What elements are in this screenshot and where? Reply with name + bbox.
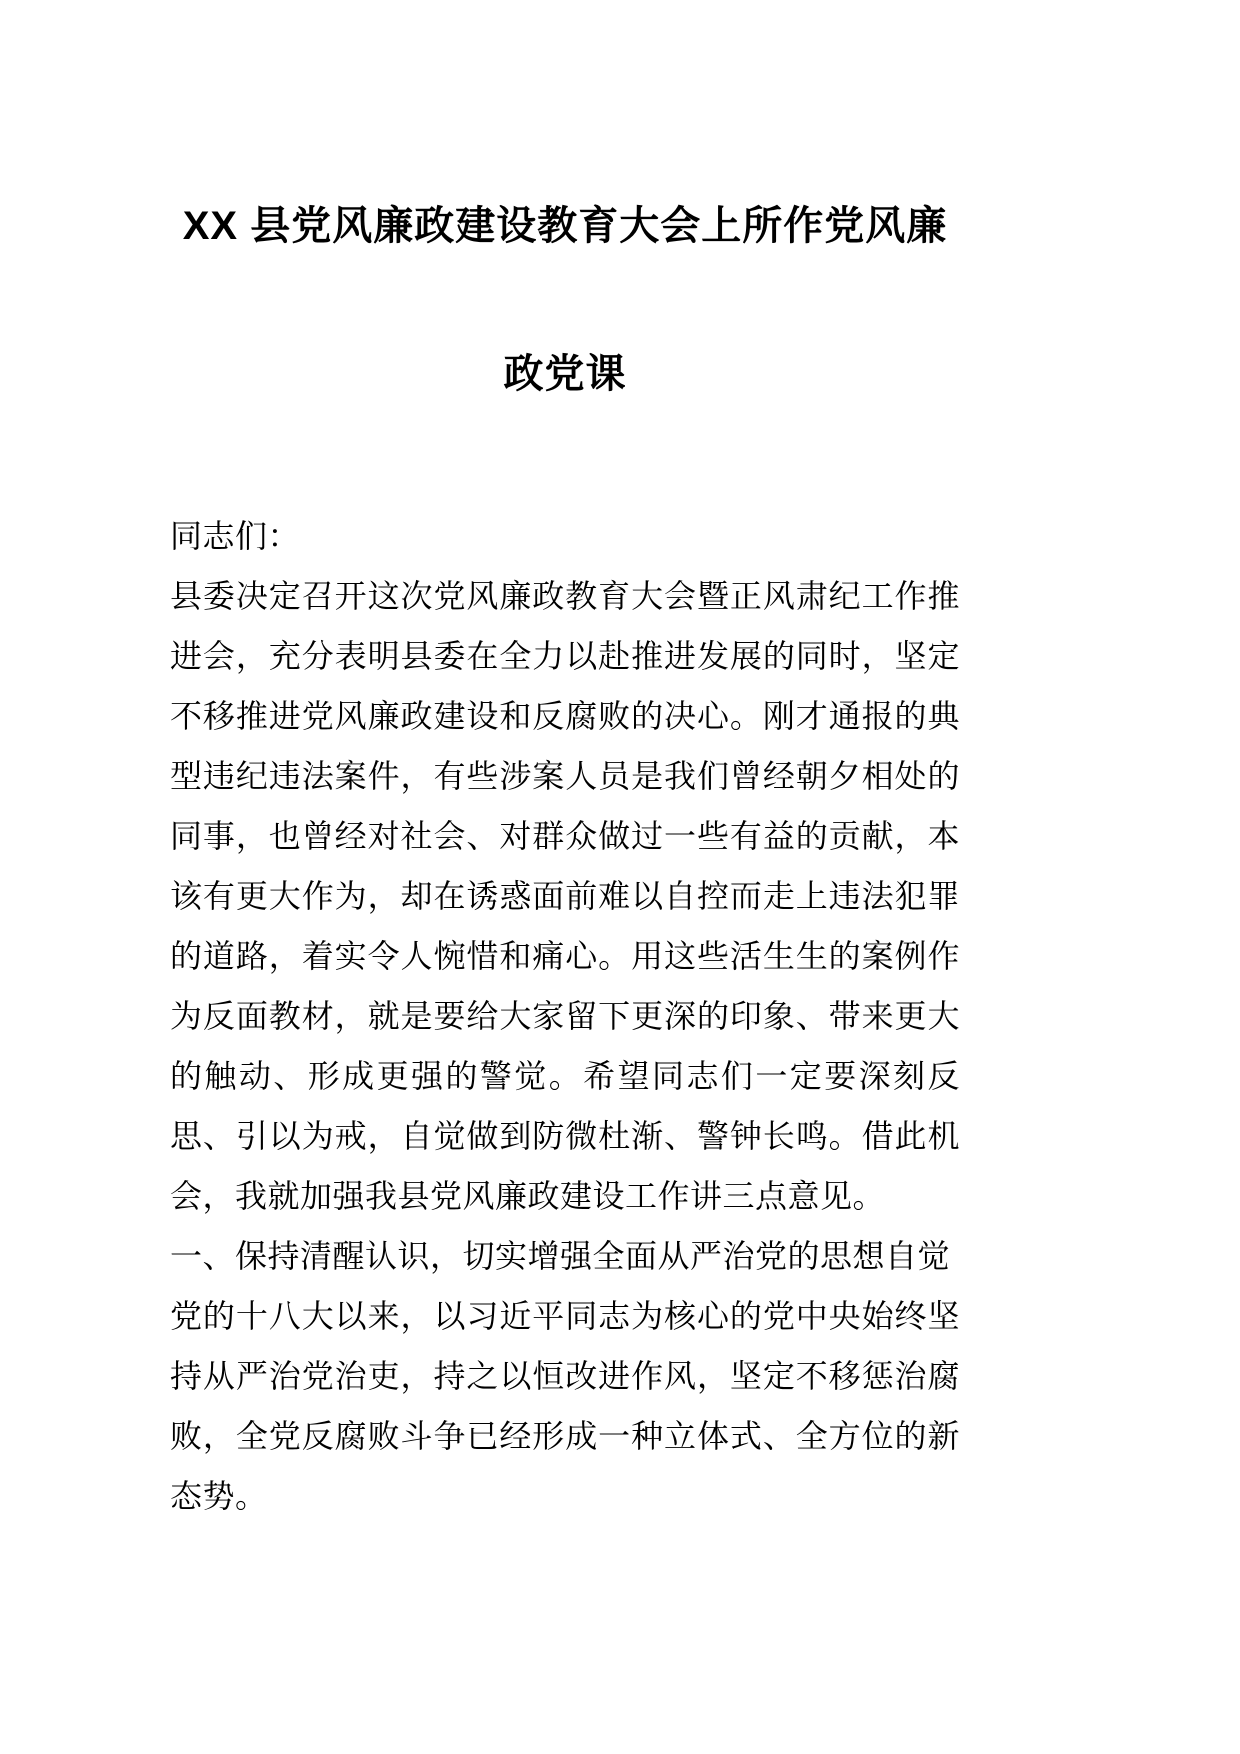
document-title-line-2: 政党课	[503, 352, 627, 396]
document-title	[170, 152, 960, 448]
document-title-line-1: XX 县党风廉政建设教育大会上所作党风廉	[182, 204, 948, 248]
paragraph-salutation: 同志们：	[170, 518, 301, 554]
paragraph-section-1-body: 党的十八大以来，以习近平同志为核心的党中央始终坚持从严治党治吏，持之以恒改进作风，坚定不移惩治腐败，全党反腐败斗争已经形成一种立体式、全方位的新态势。	[170, 1298, 960, 1514]
document-body	[170, 506, 960, 1526]
paragraph-section-heading-1: 一、保持清醒认识，切实增强全面从严治党的思想自觉	[170, 1238, 951, 1274]
paragraph-opening: 县委决定召开这次党风廉政教育大会暨正风肃纪工作推进会，充分表明县委在全力以赴推进发展的同时，坚定不移推进党风廉政建设和反腐败的决心。刚才通报的典型违纪违法案件，有些涉案人员是我们曾经朝夕相处的同事，也曾经对社会、对群众做过一些有益的贡献，本该有更大作为，却在诱惑面前难以自控而走上违法犯罪的道路，着实令人惋惜和痛心。用这些活生生的案例作为反面教材，就是要给大家留下更深的印象、带来更大的触动、形成更强的警觉。希望同志们一定要深刻反思、引以为戒，自觉做到防微杜渐、警钟长鸣。借此机会，我就加强我县党风廉政建设工作讲三点意见。	[170, 578, 960, 1214]
